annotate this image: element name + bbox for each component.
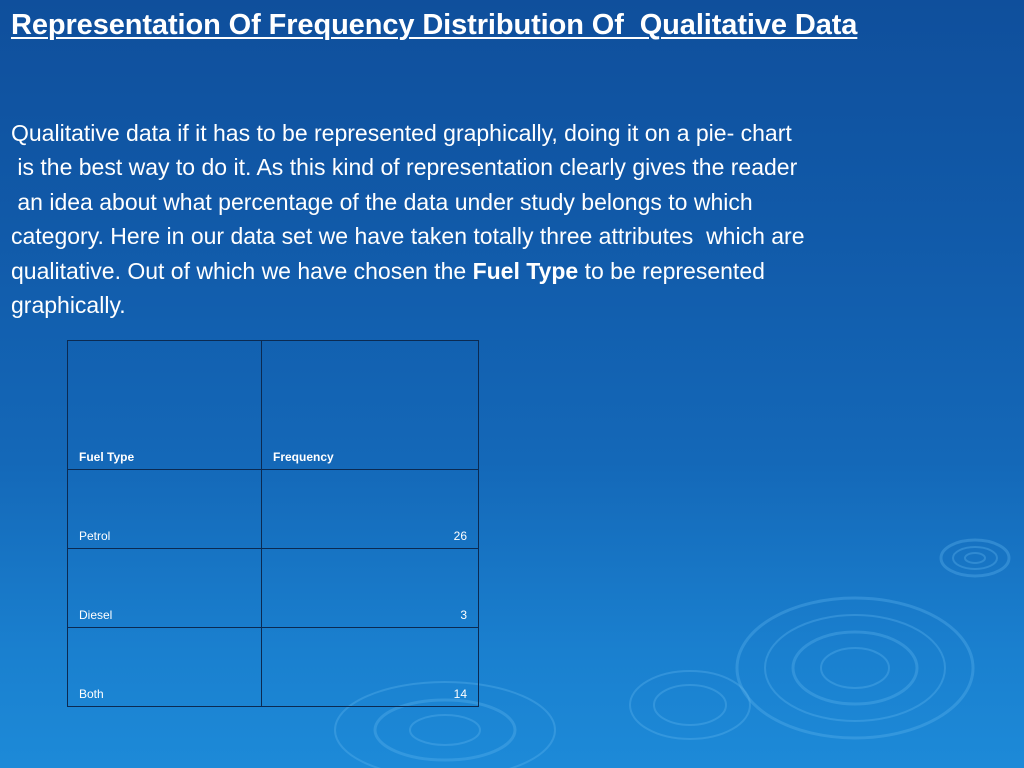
paragraph-line-6: graphically. (11, 292, 126, 319)
paragraph-line-5 (11, 254, 1016, 288)
table-row (68, 549, 479, 628)
paragraph-line-5-end: to be represented (578, 257, 765, 284)
paragraph-line-4: category. Here in our data set we have taken totally three attributes which are (11, 223, 805, 250)
paragraph-line-1: Qualitative data if it has to be represented graphically, doing it on a pie- chart (11, 120, 792, 146)
fuel-type-emphasis: Fuel Type (472, 257, 579, 284)
slide-title: Representation Of Frequency Distribution Of Qualitative Data (11, 9, 858, 41)
frequency-table (67, 340, 479, 707)
table-row (68, 470, 479, 549)
paragraph-line-3: an idea about what percentage of the data under study belongs to which (11, 188, 753, 215)
cell-fuel: Petrol (68, 470, 262, 549)
paragraph-line-5-start: qualitative. Out of which we have chosen the (11, 257, 473, 284)
paragraph-line-2: is the best way to do it. As this kind of representation clearly gives the reader (11, 154, 798, 181)
header-frequency: Frequency (262, 341, 479, 470)
table-header-row (68, 341, 479, 470)
cell-frequency: 26 (262, 470, 479, 549)
cell-frequency: 3 (262, 549, 479, 628)
cell-fuel: Both (68, 628, 262, 707)
cell-fuel: Diesel (68, 549, 262, 628)
cell-frequency: 14 (262, 628, 479, 707)
table-row (68, 628, 479, 707)
body-paragraph (11, 116, 1016, 322)
header-fuel-type: Fuel Type (68, 341, 262, 470)
